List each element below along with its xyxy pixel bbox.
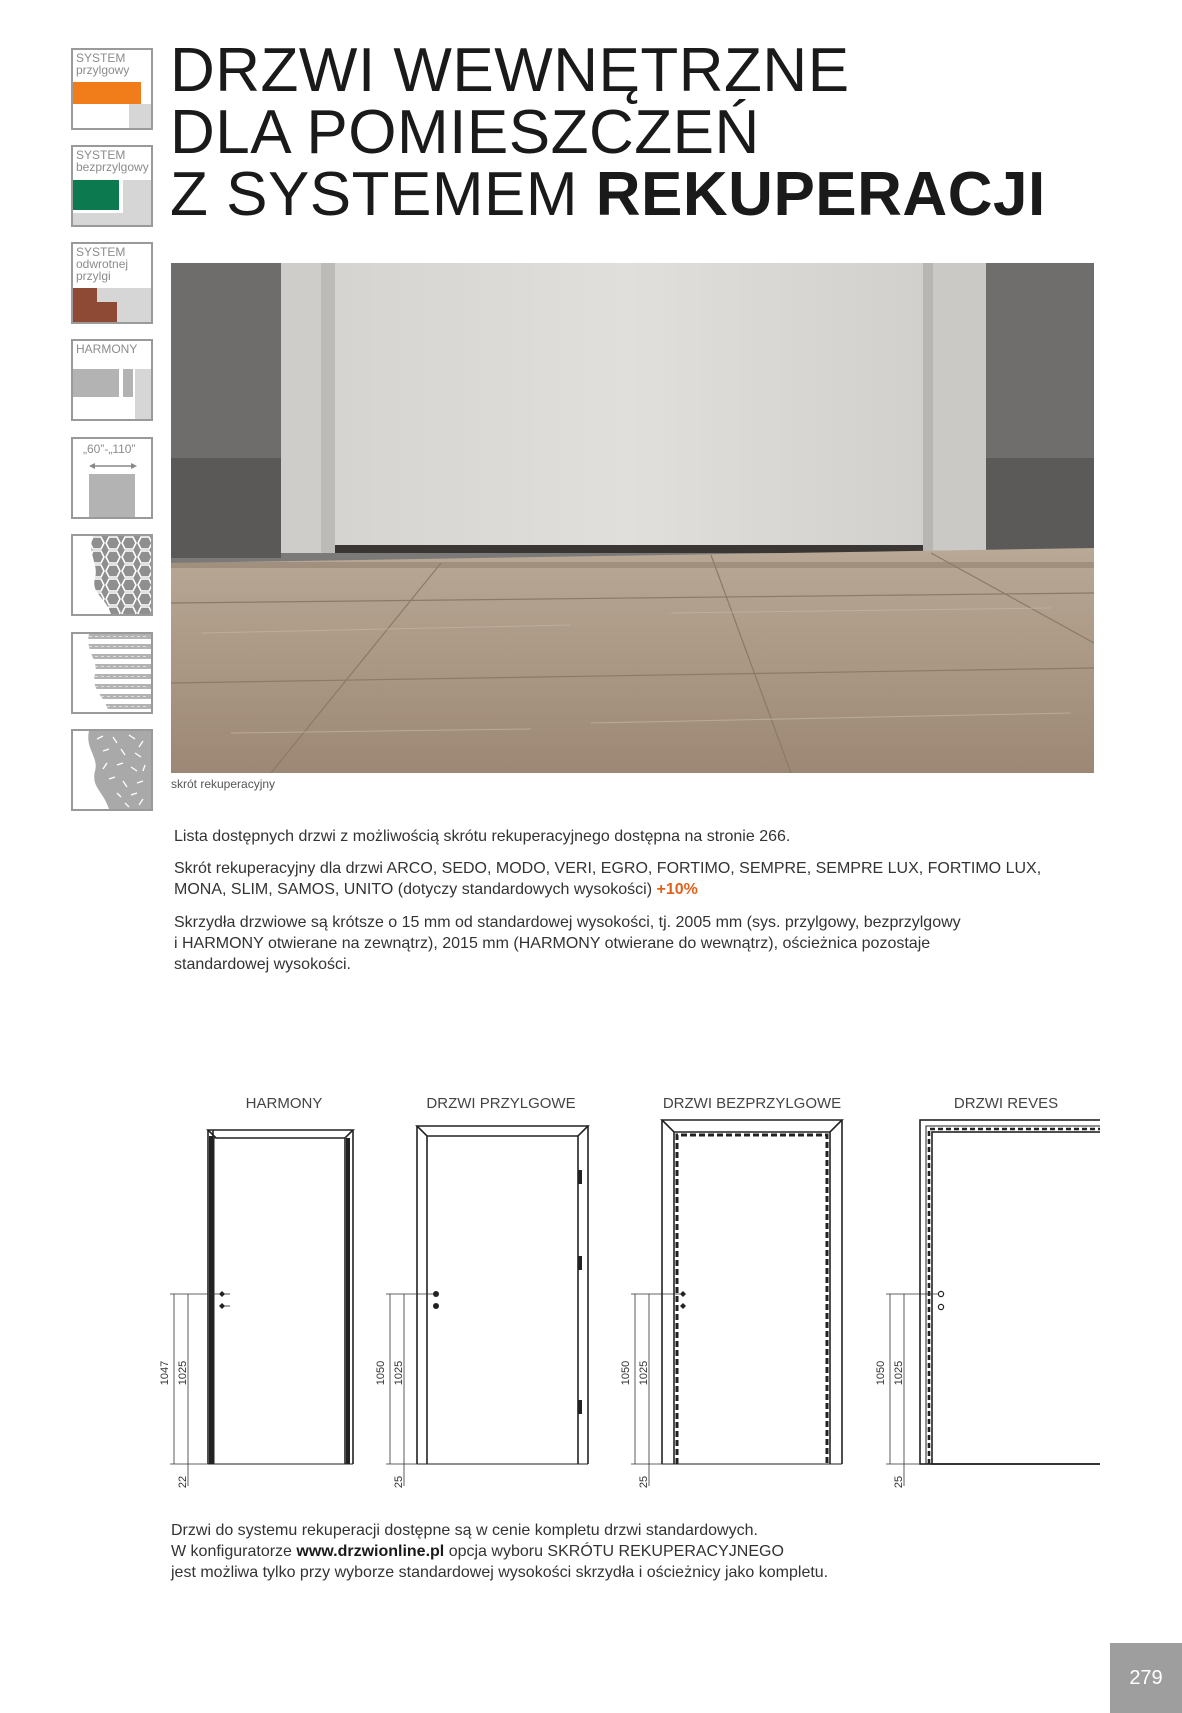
sidebar-label: SYSTEM odwrotnej przylgi [76, 245, 129, 283]
bottom-note: Drzwi do systemu rekuperacji dostępne są w cenie kompletu drzwi standardowych. W konfiguratorze www.drzwionline.pl opcja wyboru SKRÓTU REKUPERACYJNEGO jest możliwa tylko przy wyborze standardowej wysokości skrzydła i ościeżnicy jako kompletu. [171, 1522, 829, 1581]
system-bezprzylgowy-icon [71, 145, 153, 227]
diagram-label-bezprzylgowe: DRZWI BEZPRZYLGOWE [662, 1095, 842, 1112]
sidebar-label: SYSTEM bezprzylgowy [76, 148, 149, 174]
sidebar-label: SYSTEM przylgowy [76, 51, 130, 77]
door-diagram-przylgowe [370, 1118, 595, 1498]
website-link[interactable]: www.drzwionline.pl [296, 1543, 445, 1560]
door-diagram-reves [870, 1118, 1100, 1498]
paragraph-list-info: Lista dostępnych drzwi z możliwością skrótu rekuperacyjnego dostępna na stronie 266. [174, 828, 791, 845]
width-range-icon [71, 437, 153, 519]
width-arrow-icon [73, 439, 151, 517]
honeycomb-filling-icon [71, 534, 153, 616]
title-line-1: DRZWI WEWNĘTRZNE [170, 36, 850, 105]
diagram-label-przylgowe: DRZWI PRZYLGOWE [426, 1095, 576, 1112]
diagram-label-reves: DRZWI REVES [953, 1095, 1059, 1112]
dim-1025: 1025 [893, 1360, 905, 1386]
dim-1050: 1050 [620, 1360, 632, 1386]
page-number: 279 [1110, 1643, 1182, 1713]
door-bottom-photo [171, 263, 1094, 773]
paragraph-models: Skrót rekuperacyjny dla drzwi ARCO, SEDO, MODO, VERI, EGRO, FORTIMO, SEMPRE, SEMPRE LUX, FORTIMO LUX, MONA, SLIM, SAMOS, UNITO (dotyczy standardowych wysokości) +10% [174, 860, 1042, 898]
door-diagram-bezprzylgowe [615, 1118, 845, 1498]
system-odwrotnej-przylgi-icon [71, 242, 153, 324]
page-title [170, 36, 1046, 229]
title-line-2: DLA POMIESZCZEŃ [170, 98, 760, 167]
dim-25: 25 [393, 1475, 405, 1489]
dim-25: 25 [893, 1475, 905, 1489]
harmony-icon [71, 339, 153, 421]
door-diagram-harmony [150, 1118, 365, 1498]
paragraph-dimensions: Skrzydła drzwiowe są krótsze o 15 mm od standardowej wysokości, tj. 2005 mm (sys. przylgowy, bezprzylgowy i HARMONY otwierane na zewnątrz), 2015 mm (HARMONY otwierane do wewnątrz), ościeżnica pozostaje standardowej wysokości. [174, 914, 961, 973]
dim-1025: 1025 [393, 1360, 405, 1386]
diagram-label-harmony: HARMONY [245, 1095, 323, 1112]
chipboard-filling-icon [71, 729, 153, 811]
dim-22: 22 [177, 1475, 189, 1489]
tubular-filling-icon [71, 632, 153, 714]
dim-1025: 1025 [177, 1360, 189, 1386]
photo-caption: skrót rekuperacyjny [171, 777, 276, 791]
dim-25: 25 [638, 1475, 650, 1489]
sidebar-label: HARMONY [76, 342, 138, 356]
dim-1025: 1025 [638, 1360, 650, 1386]
sidebar-label: „60”-„110” [83, 442, 136, 456]
dim-1050: 1050 [875, 1360, 887, 1386]
dim-1047: 1047 [159, 1360, 171, 1386]
system-przylgowy-icon [71, 48, 153, 130]
dim-1050: 1050 [375, 1360, 387, 1386]
title-line-3: Z SYSTEMEM REKUPERACJI [170, 160, 1046, 229]
price-surcharge: +10% [656, 881, 698, 898]
